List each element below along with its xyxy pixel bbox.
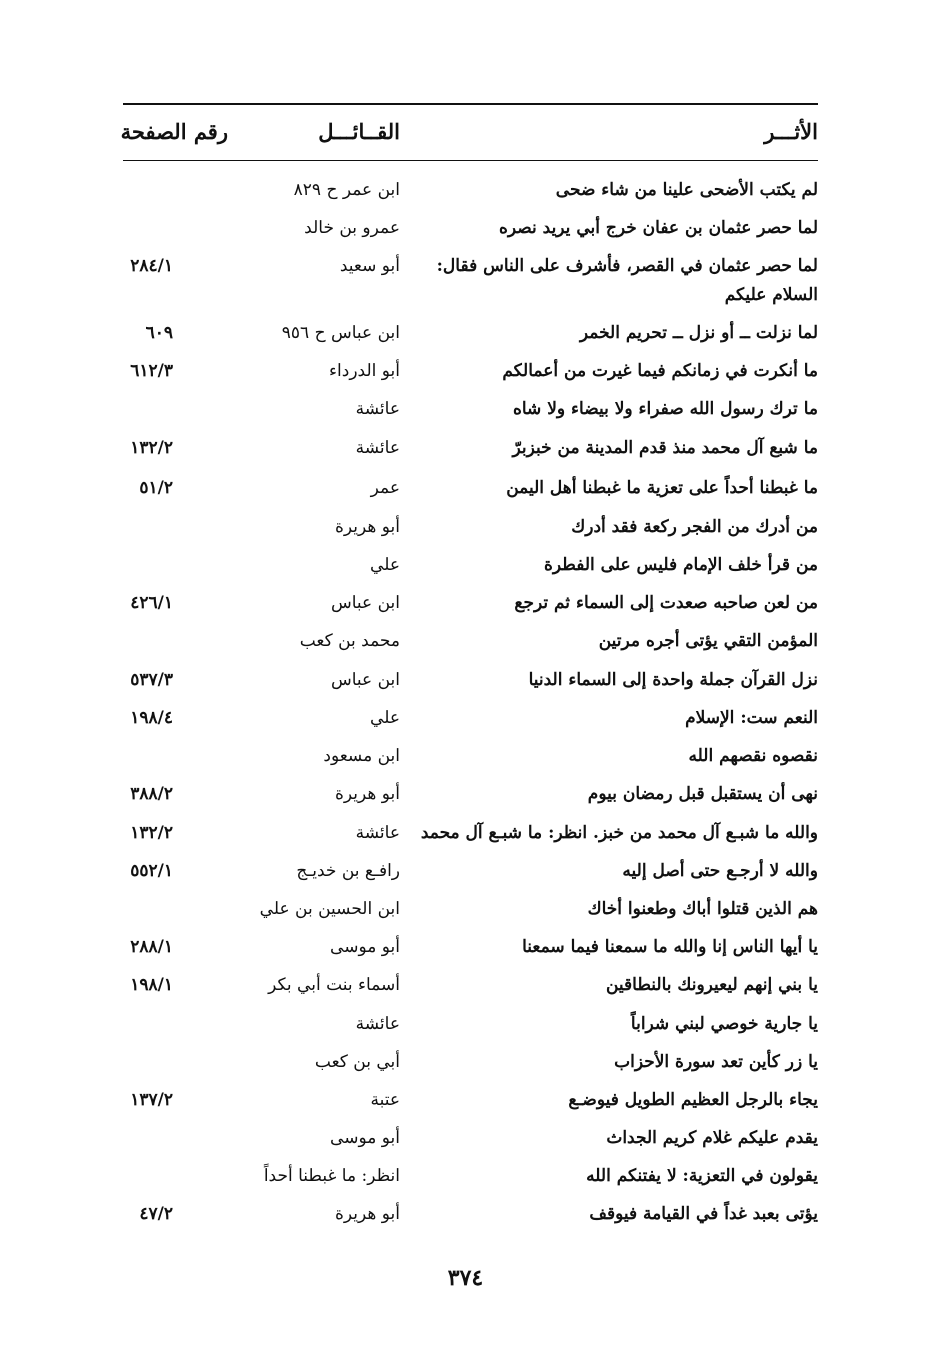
qail-text: أبو سعيد <box>339 256 400 276</box>
page-ref: ١٩٨/٤ <box>130 708 173 728</box>
table-row <box>123 897 818 927</box>
qail-text: رافـع بن خديـج <box>296 861 400 881</box>
qail-text: أبو هريرة <box>334 517 400 537</box>
athar-text: من قرأ خلف الإمام فليس على الفطرة <box>544 555 818 575</box>
qail-text: ابن الحسين بن علي <box>259 899 400 919</box>
athar-text: ما غبطنا أحداً على تعزية ما غبطنا أهل اليمن <box>506 478 818 498</box>
table-row <box>123 1012 818 1042</box>
qail-text: ابن عباس <box>330 593 400 613</box>
qail-text: عتبة <box>370 1090 400 1110</box>
qail-text: أبو موسى <box>330 937 400 957</box>
page-ref: ٥١/٢ <box>139 478 173 498</box>
page-ref: ١٣٢/٢ <box>130 438 173 458</box>
table-row <box>123 744 818 774</box>
qail-text: عمرو بن خالد <box>304 218 400 238</box>
table-row <box>123 254 818 305</box>
athar-text: نزل القرآن جملة واحدة إلى السماء الدنيا <box>528 670 818 690</box>
page-ref: ٥٥٢/١ <box>130 861 173 881</box>
page-ref: ٤٢٦/١ <box>130 593 173 613</box>
page-ref: ٤٧/٢ <box>139 1204 173 1224</box>
table-row <box>123 1202 818 1232</box>
qail-text: علي <box>370 708 400 728</box>
qail-text: أبي بن كعب <box>314 1052 400 1072</box>
page-ref: ٦١٢/٣ <box>130 361 173 381</box>
table-row <box>123 321 818 351</box>
athar-text: يقولون في التعزية: لا يفتنكم الله <box>586 1166 818 1186</box>
table-row <box>123 397 818 427</box>
athar-text: يا بني إنهم ليعيرونك بالنطاقين <box>605 975 818 995</box>
athar-text: ما شبع آل محمد منذ قدم المدينة من خبزبرّ <box>512 438 818 458</box>
table-row <box>123 178 818 208</box>
table-row <box>123 436 818 466</box>
athar-text: هم الذين قتلوا أباك وطعنوا أخاك <box>587 899 818 919</box>
athar-text: يا أيها الناس إنا والله ما سمعنا فيما سمعنا <box>522 937 818 957</box>
page-ref: ١٣٧/٢ <box>130 1090 173 1110</box>
page-ref: ١٩٨/١ <box>130 975 173 995</box>
athar-text: لما حصر عثمان في القصر، فأشرف على الناس فقال: <box>436 256 818 276</box>
athar-text: يجاء بالرجل العظيم الطويل فيوضـع <box>568 1090 818 1110</box>
athar-text: من أدرك من الفجر ركعة فقد أدرك <box>571 517 818 537</box>
athar-text: من لعن صاحبه صعدت إلى السماء ثم ترجع <box>514 593 818 613</box>
header-page-number: رقم الصفحة <box>120 119 228 144</box>
qail-text: أبو هريرة <box>334 784 400 804</box>
athar-text: نقصوه نقصهم الله <box>688 746 818 766</box>
table-row <box>123 1050 818 1080</box>
table-row <box>123 973 818 1003</box>
table-header <box>120 115 818 155</box>
athar-text-continuation: السلام عليكم <box>724 285 818 305</box>
table-row <box>123 1088 818 1118</box>
athar-text: لما حصر عثمان بن عفان خرج أبي يريد نصره <box>498 218 818 238</box>
table-row <box>123 553 818 583</box>
athar-text: يا جارية خوصي لبني شراباً <box>630 1014 818 1034</box>
table-row <box>123 821 818 851</box>
top-rule <box>123 103 818 105</box>
qail-text: عائشة <box>355 399 400 419</box>
qail-text: ابن عباس ح ٩٥٦ <box>281 323 400 343</box>
athar-text: ما ترك رسول الله صفراء ولا بيضاء ولا شاه <box>512 399 818 419</box>
qail-text: ابن عمر ح ٨٢٩ <box>293 180 400 200</box>
page-ref: ٢٨٤/١ <box>130 256 173 276</box>
header-athar: الأثـــر <box>764 119 818 144</box>
athar-text: يؤتى بعبد غداً في القيامة فيوقف <box>589 1204 818 1224</box>
qail-text: ابن مسعود <box>323 746 400 766</box>
qail-text: أبو موسى <box>330 1128 400 1148</box>
page-ref: ٥٣٧/٣ <box>130 670 173 690</box>
table-row <box>123 515 818 545</box>
table-row <box>123 629 818 659</box>
page-ref: ٣٨٨/٢ <box>130 784 173 804</box>
table-row <box>123 216 818 246</box>
athar-text: والله لا أرجـع حتى أصل إليه <box>622 861 818 881</box>
header-qail: القــائـــل <box>318 119 400 144</box>
table-row <box>123 359 818 389</box>
table-row <box>123 935 818 965</box>
qail-text: أسماء بنت أبي بكر <box>268 975 400 995</box>
qail-text: علي <box>370 555 400 575</box>
athar-text: لما نزلت ــ أو نزل ــ تحريم الخمر <box>579 323 818 343</box>
page-ref: ٢٨٨/١ <box>130 937 173 957</box>
athar-text: يا زر كأين تعد سورة الأحزاب <box>614 1052 818 1072</box>
athar-text: لم يكتب الأضحى علينا من شاء ضحى <box>555 180 818 200</box>
athar-text: يقدم عليكم غلام كريم الجداث <box>606 1128 818 1148</box>
table-row <box>123 591 818 621</box>
table-row <box>123 859 818 889</box>
qail-text: عمر <box>370 478 400 498</box>
athar-text: النعم ست: الإسلام <box>685 708 818 728</box>
qail-text: أبو الدرداء <box>329 361 400 381</box>
athar-text: نهى أن يستقبل قبل رمضان بيوم <box>587 784 818 804</box>
qail-text: أبو هريرة <box>334 1204 400 1224</box>
table-row <box>123 706 818 736</box>
table-row <box>123 1164 818 1194</box>
page-ref: ١٣٢/٢ <box>130 823 173 843</box>
qail-text: عائشة <box>355 1014 400 1034</box>
athar-text: ما أنكرت في زمانكم فيما غيرت من أعمالكم <box>502 361 818 381</box>
table-row <box>123 668 818 698</box>
page-ref: ٦٠٩ <box>145 323 173 343</box>
table-row <box>123 476 818 506</box>
qail-text: محمد بن كعب <box>299 631 400 651</box>
qail-text: انظر: ما غبطنا أحداً <box>263 1166 400 1186</box>
table-row <box>123 782 818 812</box>
page-number: ٣٧٤ <box>447 1265 484 1291</box>
athar-text: والله ما شبـع آل محمد من خبز. انظر: ما شبـع آل محمد <box>420 823 818 843</box>
qail-text: عائشة <box>355 823 400 843</box>
athar-text: المؤمن التقي يؤتى أجره مرتين <box>598 631 818 651</box>
qail-text: عائشة <box>355 438 400 458</box>
header-rule <box>123 160 818 161</box>
table-row <box>123 1126 818 1156</box>
qail-text: ابن عباس <box>330 670 400 690</box>
